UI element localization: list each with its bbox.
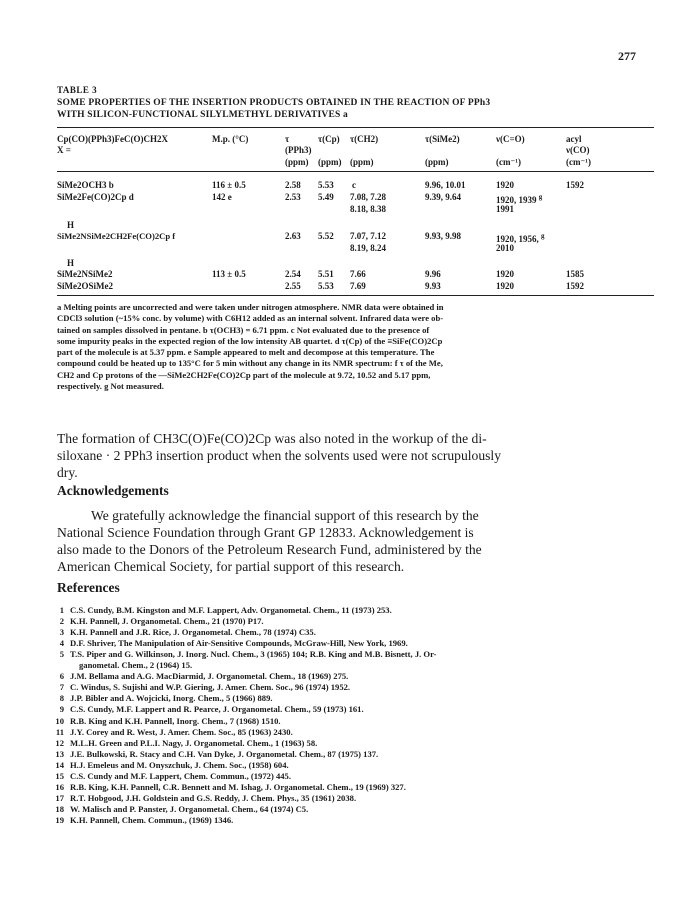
cell-x: SiMe2Fe(CO)2Cp d [57,192,134,202]
cell-x: SiMe2NSiMe2CH2Fe(CO)2Cp f [57,231,176,241]
reference-number: 13 [55,748,64,759]
cell-tch2: 7.07, 7.12 [350,231,386,241]
cell-acyl: 1592 [566,180,584,190]
table-title-line: SOME PROPERTIES OF THE INSERTION PRODUCTS OBTAINED IN THE REACTION OF PPh3 [57,98,491,108]
table-top-rule [57,127,654,128]
body-paragraph [57,430,501,481]
reference-text: K.H. Pannell and J.R. Rice, J. Organometal. Chem., 78 (1974) C35. [70,627,316,638]
acknowledgements-heading: Acknowledgements [57,483,169,498]
cell-tcp: 5.51 [318,269,334,279]
header-tau-pph3: (PPh3) [285,145,312,155]
reference-text: C.S. Cundy and M.F. Lappert, Chem. Commun., (1972) 445. [70,770,291,781]
reference-text: R.B. King and K.H. Pannell, Inorg. Chem., 7 (1968) 1510. [70,715,281,726]
reference-number: 15 [55,770,64,781]
cell-tsime: 9.96 [425,269,441,279]
body-line: also made to the Donors of the Petroleum Research Fund, administered by the [57,542,482,557]
cell-tau: 2.63 [285,231,301,241]
header-acyl-unit: (cm⁻¹) [566,157,591,167]
cell-x: SiMe2OSiMe2 [57,281,113,291]
reference-text: R.B. King, K.H. Pannell, C.R. Bennett and M. Ishag, J. Organometal. Chem., 19 (1969) 327. [70,781,406,792]
header-compound: Cp(CO)(PPh3)FeC(O)CH2X [57,134,168,144]
footnote-line: CH2 and Cp protons of the —SiMe2CH2Fe(CO)2Cp part of the molecule at 9.72, 10.52 and 5.17 ppm, [57,369,431,380]
reference-text: J.M. Bellama and A.G. MacDiarmid, J. Organometal. Chem., 18 (1969) 275. [70,671,349,682]
cell-tsime: 9.96, 10.01 [425,180,466,190]
reference-text: T.S. Piper and G. Wilkinson, J. Inorg. Nucl. Chem., 3 (1965) 104; R.B. King and M.B. Bisnett, J. Or- [70,649,437,660]
reference-number: 4 [59,638,64,649]
page-number: 277 [618,49,636,63]
cell-x: SiMe2OCH3 b [57,180,114,190]
footnote-line: respectively. g Not measured. [57,381,164,392]
acknowledgements-paragraph [57,507,482,575]
reference-text: K.H. Pannell, J. Organometal. Chem., 21 (1970) P17. [70,616,264,627]
header-acyl-nu: ν(CO) [566,145,590,155]
cell-tch2: 7.66 [350,269,366,279]
cell-nu: 1920 [496,269,514,279]
header-nu-unit: (cm⁻¹) [496,157,521,167]
cell-mp: 142 e [212,192,232,202]
cell-x-prefix: H [67,220,75,230]
body-line: dry. [57,465,78,480]
reference-number: 19 [55,814,64,825]
cell-tcp: 5.53 [318,180,334,190]
cell-tch2-line2: 8.18, 8.38 [350,204,386,214]
cell-nu-line2: 1991 [496,204,514,214]
cell-nu-line2: 2010 [496,243,514,253]
header-acyl: acyl [566,134,582,144]
references-heading: References [57,580,120,595]
reference-number: 8 [59,693,64,704]
cell-tsime: 9.39, 9.64 [425,192,461,202]
reference-text: J.E. Bulkowski, R. Stacy and C.H. Van Dyke, J. Organometal. Chem., 87 (1975) 137. [70,748,379,759]
reference-number: 17 [55,792,64,803]
body-line: We gratefully acknowledge the financial support of this research by the [91,508,479,523]
header-tch2: τ(CH2) [350,134,379,144]
cell-tcp: 5.49 [318,192,334,202]
cell-mp: 116 ± 0.5 [212,180,246,190]
reference-number: 9 [59,704,64,715]
footnote-mark: g [538,193,543,201]
body-line: American Chemical Society, for partial support of this research. [57,559,405,574]
header-mp: M.p. (°C) [212,134,249,144]
table-title [57,97,657,121]
cell-acyl: 1592 [566,281,584,291]
header-tcp: τ(Cp) [318,134,340,144]
cell-tch2-line2: 8.19, 8.24 [350,243,386,253]
reference-text: J.Y. Corey and R. West, J. Amer. Chem. Soc., 85 (1963) 2430. [70,726,293,737]
cell-mp: 113 ± 0.5 [212,269,246,279]
cell-acyl: 1585 [566,269,584,279]
cell-x-prefix: H [67,258,75,268]
reference-text: M.L.H. Green and P.L.I. Nagy, J. Organometal. Chem., 1 (1963) 58. [70,737,318,748]
cell-tch2: 7.08, 7.28 [350,192,386,202]
footnote-line: some impurity peaks in the expected region of the low intensity AB quartet. d τ(Cp) of the ≡SiFe(CO)2Cp [57,335,443,346]
cell-tch2: 7.69 [350,281,366,291]
reference-text: C.S. Cundy, M.F. Lappert and R. Pearce, J. Organometal. Chem., 59 (1973) 161. [70,704,364,715]
reference-number: 10 [55,715,64,726]
reference-number: 1 [59,605,64,615]
header-tau-unit: (ppm) [285,157,309,167]
cell-nu: 1920 [496,281,514,291]
body-line: National Science Foundation through Grant GP 12833. Acknowledgement is [57,525,474,540]
cell-tsime: 9.93 [425,281,441,291]
cell-tau: 2.53 [285,192,301,202]
reference-number: 3 [59,627,64,638]
header-tch2-unit: (ppm) [350,157,374,167]
reference-number: 14 [55,759,64,770]
footnote-line: part of the molecule is at 5.37 ppm. e Sample appeared to melt and decompose at this temperature. The [57,347,435,358]
footnote-mark: g [541,232,545,240]
table-bottom-rule [57,295,654,296]
reference-text: C. Windus, S. Sujishi and W.P. Giering, J. Amer. Chem. Soc., 96 (1974) 1952. [70,682,351,693]
cell-nu: 1920 [496,180,514,190]
cell-tch2: c [352,180,356,190]
footnote-line: tained on samples dissolved in pentane. b τ(OCH3) = 6.71 ppm. c Not evaluated due to the presence of [57,324,430,335]
reference-number: 2 [59,616,64,627]
table-footnotes [57,302,653,392]
reference-number: 11 [55,726,64,737]
footnote-line: compound could be heated up to 135°C for 5 min without any change in its NMR spectrum: f τ of the Me, [57,358,443,369]
reference-text: J.P. Bibler and A. Wojcicki, Inorg. Chem., 5 (1966) 889. [70,693,273,704]
header-tsime: τ(SiMe2) [425,134,460,144]
reference-number: 7 [59,682,64,693]
header-tcp-unit: (ppm) [318,157,342,167]
cell-nu-value: 1920, 1956, [496,234,539,244]
footnote-line: CDCl3 solution (~15% conc. by volume) with C6H12 added as an internal solvent. Infrared data were ob- [57,313,444,324]
header-tsime-unit: (ppm) [425,157,449,167]
reference-number: 16 [55,781,64,792]
reference-text: K.H. Pannell, Chem. Commun., (1969) 1346. [70,814,234,825]
cell-tsime: 9.93, 9.98 [425,231,461,241]
cell-nu-value: 1920, 1939 [496,195,537,205]
reference-text: R.T. Hobgood, J.H. Goldstein and G.S. Reddy, J. Chem. Phys., 35 (1961) 2038. [70,792,357,803]
header-tau: τ [285,134,290,144]
table-title-line: WITH SILICON-FUNCTIONAL SILYLMETHYL DERIVATIVES a [57,110,349,120]
body-line: The formation of CH3C(O)Fe(CO)2Cp was also noted in the workup of the di- [57,431,487,446]
reference-text: ganometal. Chem., 2 (1964) 15. [79,660,193,671]
table-header-rule [57,171,654,172]
cell-tcp: 5.53 [318,281,334,291]
footnote-line: a Melting points are uncorrected and were taken under nitrogen atmosphere. NMR data were obtained in [57,302,444,312]
reference-number: 18 [55,803,64,814]
header-nu: ν(C=O) [496,134,525,144]
reference-text: W. Malisch and P. Panster, J. Organometal. Chem., 64 (1974) C5. [70,803,309,814]
cell-x: SiMe2NSiMe2 [57,269,113,279]
reference-text: C.S. Cundy, B.M. Kingston and M.F. Lappert, Adv. Organometal. Chem., 11 (1973) 253. [70,605,392,615]
cell-tau: 2.55 [285,281,301,291]
reference-number: 5 [59,649,64,660]
cell-tau: 2.54 [285,269,301,279]
cell-tcp: 5.52 [318,231,334,241]
table-label: TABLE 3 [57,85,98,95]
reference-number: 12 [55,737,64,748]
reference-text: D.F. Shriver, The Manipulation of Air-Sensitive Compounds, McGraw-Hill, New York, 1969. [70,638,408,649]
body-line: siloxane · 2 PPh3 insertion product when the solvents used were not scrupulously [57,448,502,463]
header-compound-x: X = [57,145,71,155]
cell-tau: 2.58 [285,180,301,190]
reference-text: H.J. Emeleus and M. Onyszchuk, J. Chem. Soc., (1958) 604. [70,759,289,770]
reference-number: 6 [59,671,64,682]
